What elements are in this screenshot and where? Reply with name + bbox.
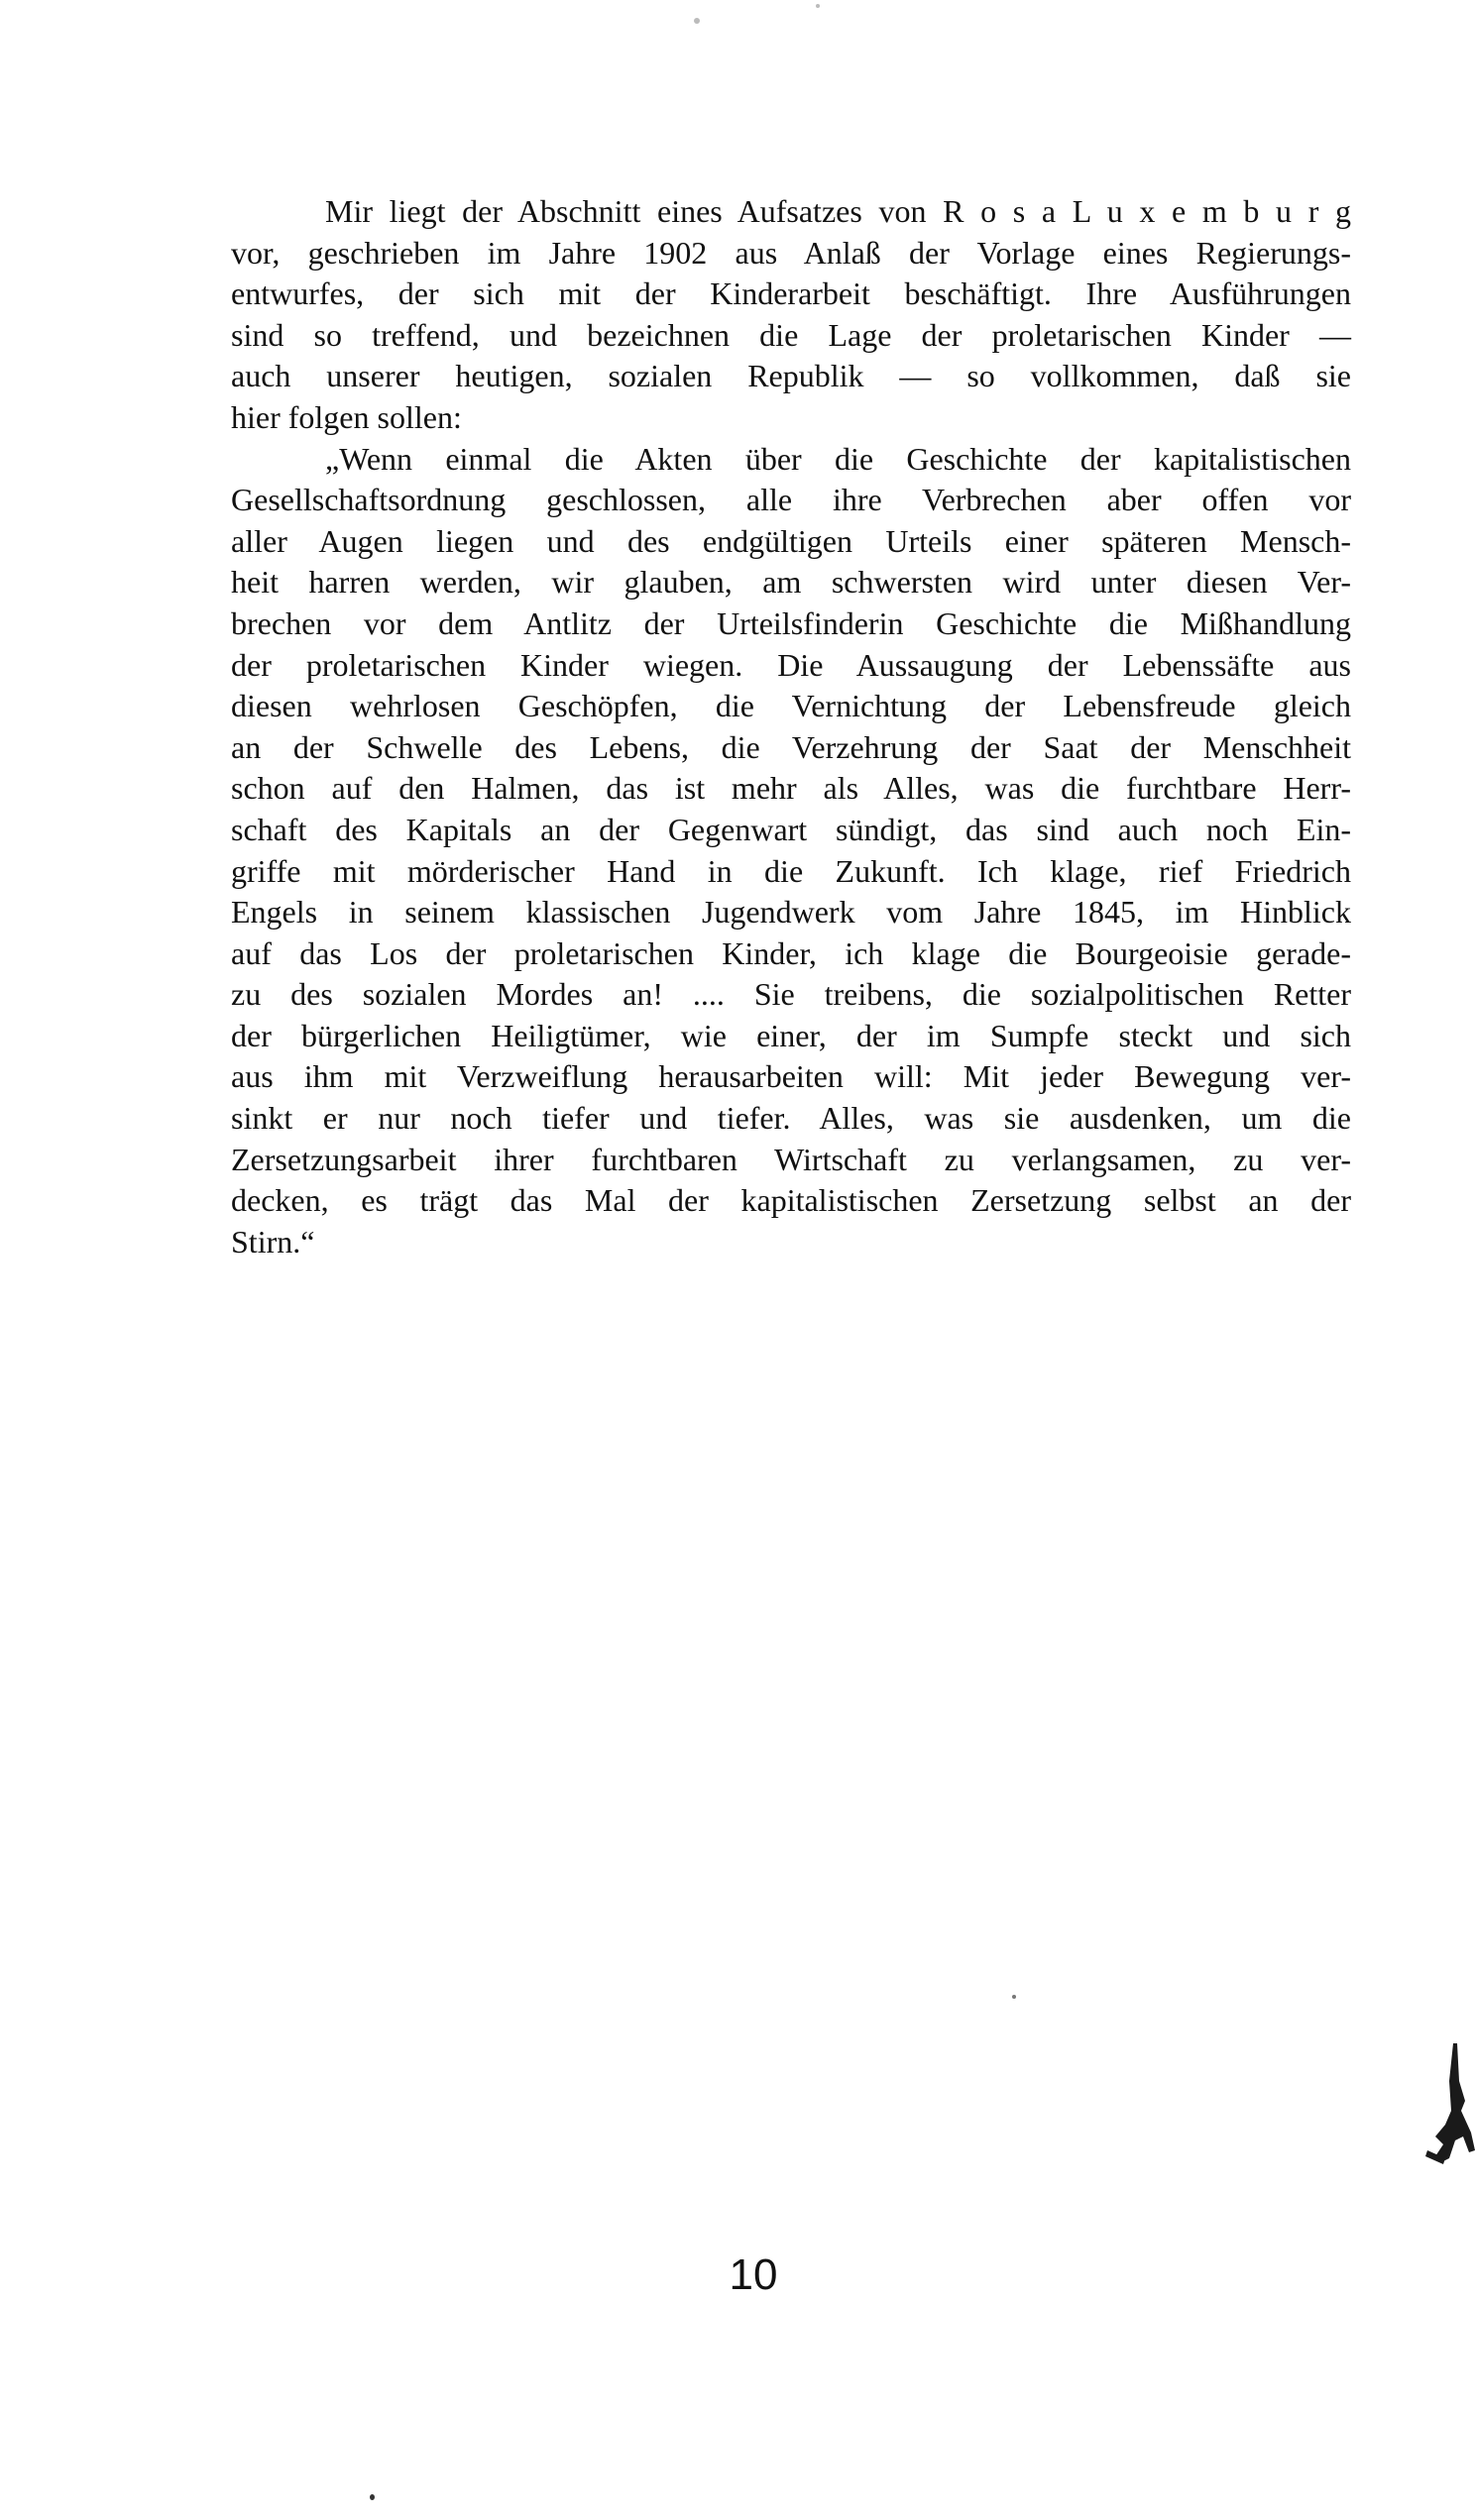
- scan-speck: [370, 2494, 375, 2500]
- body-text: [231, 191, 1351, 1262]
- text-line: Zersetzungsarbeit ihrer furchtbaren Wirtschaft zu verlangsamen, zu ver-: [231, 1141, 1351, 1177]
- text-line: Engels in seinem klassischen Jugendwerk vom Jahre 1845, im Hinblick: [231, 894, 1351, 931]
- scan-speck: [694, 18, 700, 24]
- text-line: aus ihm mit Verzweiflung herausarbeiten will: Mit jeder Bewegung ver-: [231, 1058, 1351, 1095]
- text-line: sind so treffend, und bezeichnen die Lage der proletarischen Kinder —: [231, 316, 1351, 353]
- text-line: vor, geschrieben im Jahre 1902 aus Anlaß der Vorlage eines Regierungs-: [231, 234, 1351, 271]
- text-line: an der Schwelle des Lebens, die Verzehrung der Saat der Menschheit: [231, 728, 1351, 765]
- text-line: hier folgen sollen:: [231, 398, 462, 435]
- text-line: diesen wehrlosen Geschöpfen, die Vernichtung der Lebensfreude gleich: [231, 688, 1351, 724]
- text-line: Gesellschaftsordnung geschlossen, alle ihre Verbrechen aber offen vor: [231, 482, 1351, 518]
- text-line: entwurfes, der sich mit der Kinderarbeit beschäftigt. Ihre Ausführungen: [231, 275, 1351, 312]
- text-line: brechen vor dem Antlitz der Urteilsfinderin Geschichte die Mißhandlung: [231, 604, 1351, 641]
- text-line: Mir liegt der Abschnitt eines Aufsatzes von R o s a L u x e m b u r g: [325, 193, 1351, 229]
- text-line: auch unserer heutigen, sozialen Republik — so vollkommen, daß sie: [231, 358, 1351, 394]
- page-number: 10: [729, 2250, 778, 2299]
- scan-speck: [1012, 1995, 1016, 1999]
- text-line: aller Augen liegen und des endgültigen Urteils einer späteren Mensch-: [231, 522, 1351, 559]
- text-line: auf das Los der proletarischen Kinder, ich klage die Bourgeoisie gerade-: [231, 934, 1351, 971]
- text-line: decken, es trägt das Mal der kapitalistischen Zersetzung selbst an der: [231, 1182, 1351, 1219]
- text-line: schaft des Kapitals an der Gegenwart sündigt, das sind auch noch Ein-: [231, 811, 1351, 847]
- text-line: der bürgerlichen Heiligtümer, wie einer, der im Sumpfe steckt und sich: [231, 1017, 1351, 1053]
- text-line: heit harren werden, wir glauben, am schwersten wird unter diesen Ver-: [231, 564, 1351, 601]
- text-line: sinkt er nur noch tiefer und tiefer. Alles, was sie ausdenken, um die: [231, 1100, 1351, 1137]
- scan-speck: [816, 4, 820, 8]
- text-line: schon auf den Halmen, das ist mehr als Alles, was die furchtbare Herr-: [231, 770, 1351, 807]
- text-line: „Wenn einmal die Akten über die Geschichte der kapitalistischen: [325, 440, 1351, 477]
- text-line: der proletarischen Kinder wiegen. Die Aussaugung der Lebenssäfte aus: [231, 646, 1351, 683]
- text-line: griffe mit mörderischer Hand in die Zukunft. Ich klage, rief Friedrich: [231, 852, 1351, 889]
- text-line: zu des sozialen Mordes an! .... Sie treibens, die sozialpolitischen Retter: [231, 976, 1351, 1013]
- scan-artifact-mark: [1406, 2041, 1475, 2190]
- text-line: Stirn.“: [231, 1223, 315, 1260]
